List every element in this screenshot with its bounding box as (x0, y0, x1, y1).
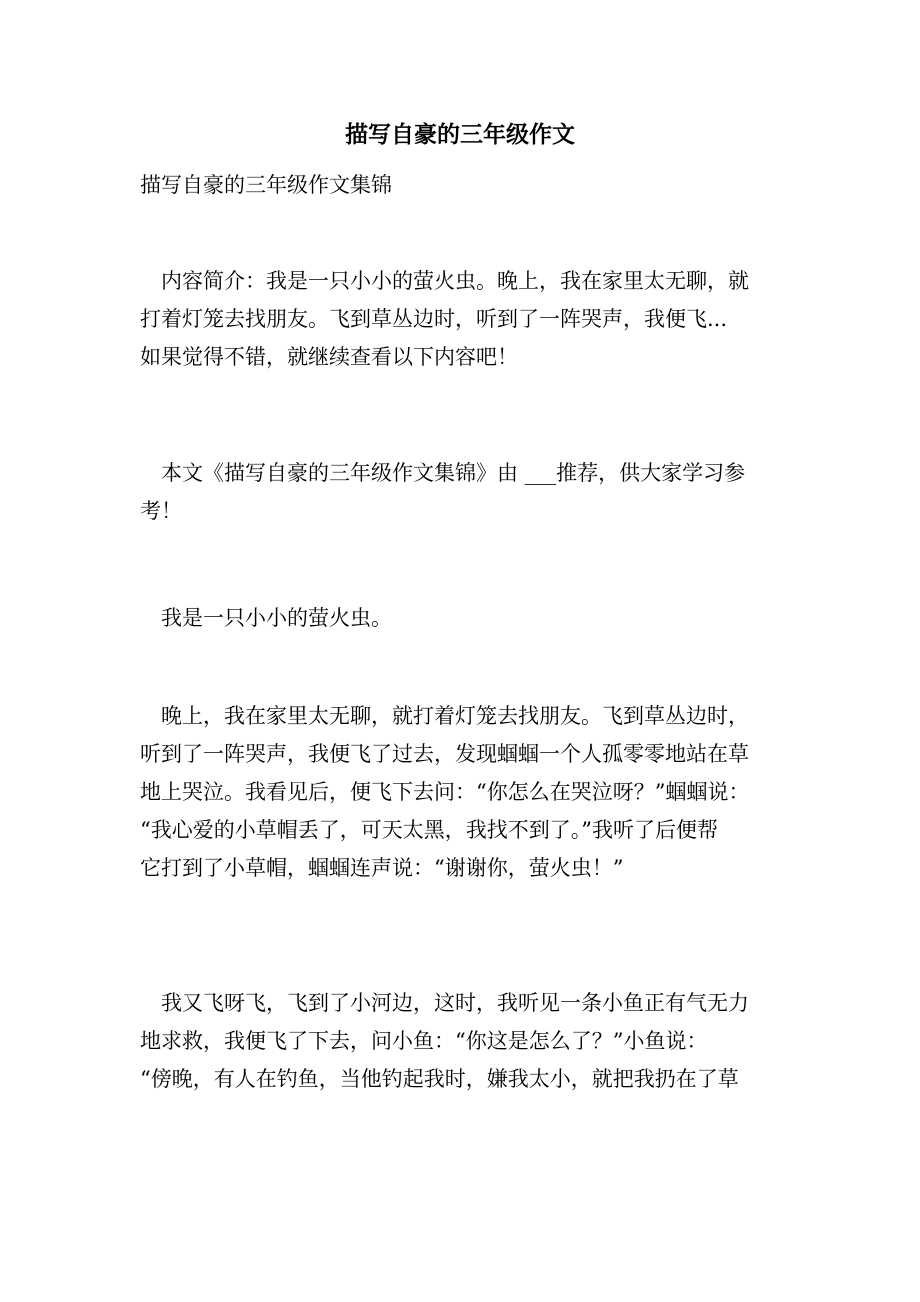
paragraph-line: 它打到了小草帽，蝈蝈连声说：“谢谢你，萤火虫！” (140, 856, 624, 880)
paragraph-line: 打着灯笼去找朋友。飞到草丛边时，听到了一阵哭声，我便飞... (140, 307, 728, 331)
paragraph-line: 考！ (140, 499, 182, 523)
paragraph-line: 听到了一阵哭声，我便飞了过去，发现蝈蝈一个人孤零零地站在草 (140, 742, 749, 766)
paragraph-line: 晚上，我在家里太无聊，就打着灯笼去找朋友。飞到草丛边时， (161, 704, 749, 728)
paragraph-line: 地上哭泣。我看见后，便飞下去问：“你怎么在哭泣呀？”蝈蝈说： (140, 780, 750, 804)
paragraph-recommendation (140, 454, 745, 530)
paragraph-line: 我又飞呀飞，飞到了小河边，这时，我听见一条小鱼正有气无力 (161, 991, 749, 1015)
document-title: 描写自豪的三年级作文 (345, 121, 575, 148)
paragraph-line: “我心爱的小草帽丢了，可天太黑，我找不到了。”我听了后便帮 (140, 818, 718, 842)
paragraph-intro (140, 599, 392, 637)
paragraph-line: 内容简介：我是一只小小的萤火虫。晚上，我在家里太无聊，就 (161, 269, 749, 293)
paragraph-line: 本文《描写自豪的三年级作文集锦》由 ___推荐，供大家学习参 (161, 461, 746, 485)
paragraph-line: 我是一只小小的萤火虫。 (161, 606, 392, 630)
paragraph-line: “傍晚，有人在钓鱼，当他钓起我时，嫌我太小，就把我扔在了草 (140, 1067, 739, 1091)
paragraph-summary (140, 262, 749, 376)
paragraph-fish (140, 984, 749, 1098)
document-subtitle: 描写自豪的三年级作文集锦 (140, 173, 392, 197)
paragraph-line: 地求救，我便飞了下去，问小鱼：“你这是怎么了？”小鱼说： (140, 1029, 708, 1053)
paragraph-grasshopper (140, 697, 749, 887)
paragraph-line: 如果觉得不错，就继续查看以下内容吧！ (140, 345, 518, 369)
